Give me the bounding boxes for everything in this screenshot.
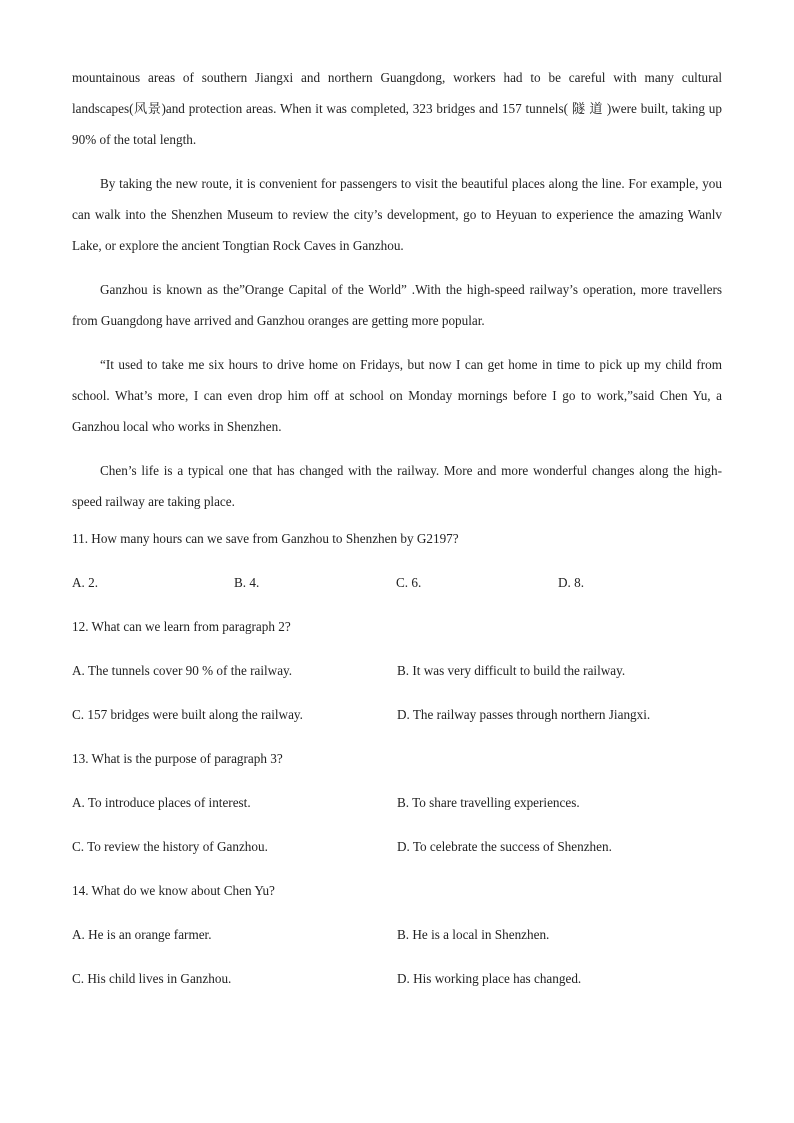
passage-paragraph-3: Ganzhou is known as the”Orange Capital of the World” .With the high-speed railway’s operation, more travellers from Guangdong have arrived and Ganzhou oranges are getting more popular. <box>72 282 722 328</box>
question-11-options <box>72 574 722 592</box>
passage-paragraph-2: By taking the new route, it is convenient for passengers to visit the beautiful places along the line. For example, you can walk into the Shenzhen Museum to review the city’s development, go to Heyuan to experience the amazing Wanlv Lake, or explore the ancient Tongtian Rock Caves in Ganzhou. <box>72 176 722 253</box>
question-13: 13. What is the purpose of paragraph 3? <box>72 751 283 766</box>
option-a: A. He is an orange farmer. <box>72 927 212 942</box>
option-c: C. His child lives in Ganzhou. <box>72 971 232 986</box>
question-13-options-row-2 <box>72 838 722 856</box>
option-b: B. To share travelling experiences. <box>397 795 580 810</box>
option-d: D. His working place has changed. <box>397 971 582 986</box>
question-14: 14. What do we know about Chen Yu? <box>72 883 275 898</box>
question-14-options-row-2 <box>72 970 722 988</box>
option-d: D. The railway passes through northern Jiangxi. <box>397 707 651 722</box>
question-12-options-row-1 <box>72 662 722 680</box>
question-11: 11. How many hours can we save from Ganzhou to Shenzhen by G2197? <box>72 531 459 546</box>
passage-paragraph-4: “It used to take me six hours to drive home on Fridays, but now I can get home in time to pick up my child from school. What’s more, I can even drop him off at school on Monday mornings before I go to work,”said Chen Yu, a Ganzhou local who works in Shenzhen. <box>72 357 722 434</box>
question-12-options-row-2 <box>72 706 722 724</box>
option-b: B. It was very difficult to build the railway. <box>397 663 626 678</box>
option-c: C. To review the history of Ganzhou. <box>72 839 268 854</box>
option-c: C. 157 bridges were built along the railway. <box>72 707 303 722</box>
option-a: A. 2. <box>72 575 99 590</box>
passage-paragraph-5: Chen’s life is a typical one that has changed with the railway. More and more wonderful changes along the high-speed railway are taking place. <box>72 463 722 509</box>
document-page <box>72 62 722 1014</box>
option-d: D. 8. <box>558 575 585 590</box>
passage-paragraph-1: mountainous areas of southern Jiangxi and northern Guangdong, workers had to be careful with many cultural landscapes(风景)and protection areas. When it was completed, 323 bridges and 157 tunnels( 隧 道 )were built, taking up 90% of the total length. <box>72 70 722 147</box>
option-a: A. To introduce places of interest. <box>72 795 251 810</box>
option-d: D. To celebrate the success of Shenzhen. <box>397 839 612 854</box>
option-b: B. 4. <box>234 575 260 590</box>
option-c: C. 6. <box>396 575 422 590</box>
option-a: A. The tunnels cover 90 % of the railway. <box>72 663 293 678</box>
question-12: 12. What can we learn from paragraph 2? <box>72 619 291 634</box>
question-14-options-row-1 <box>72 926 722 944</box>
question-13-options-row-1 <box>72 794 722 812</box>
option-b: B. He is a local in Shenzhen. <box>397 927 550 942</box>
